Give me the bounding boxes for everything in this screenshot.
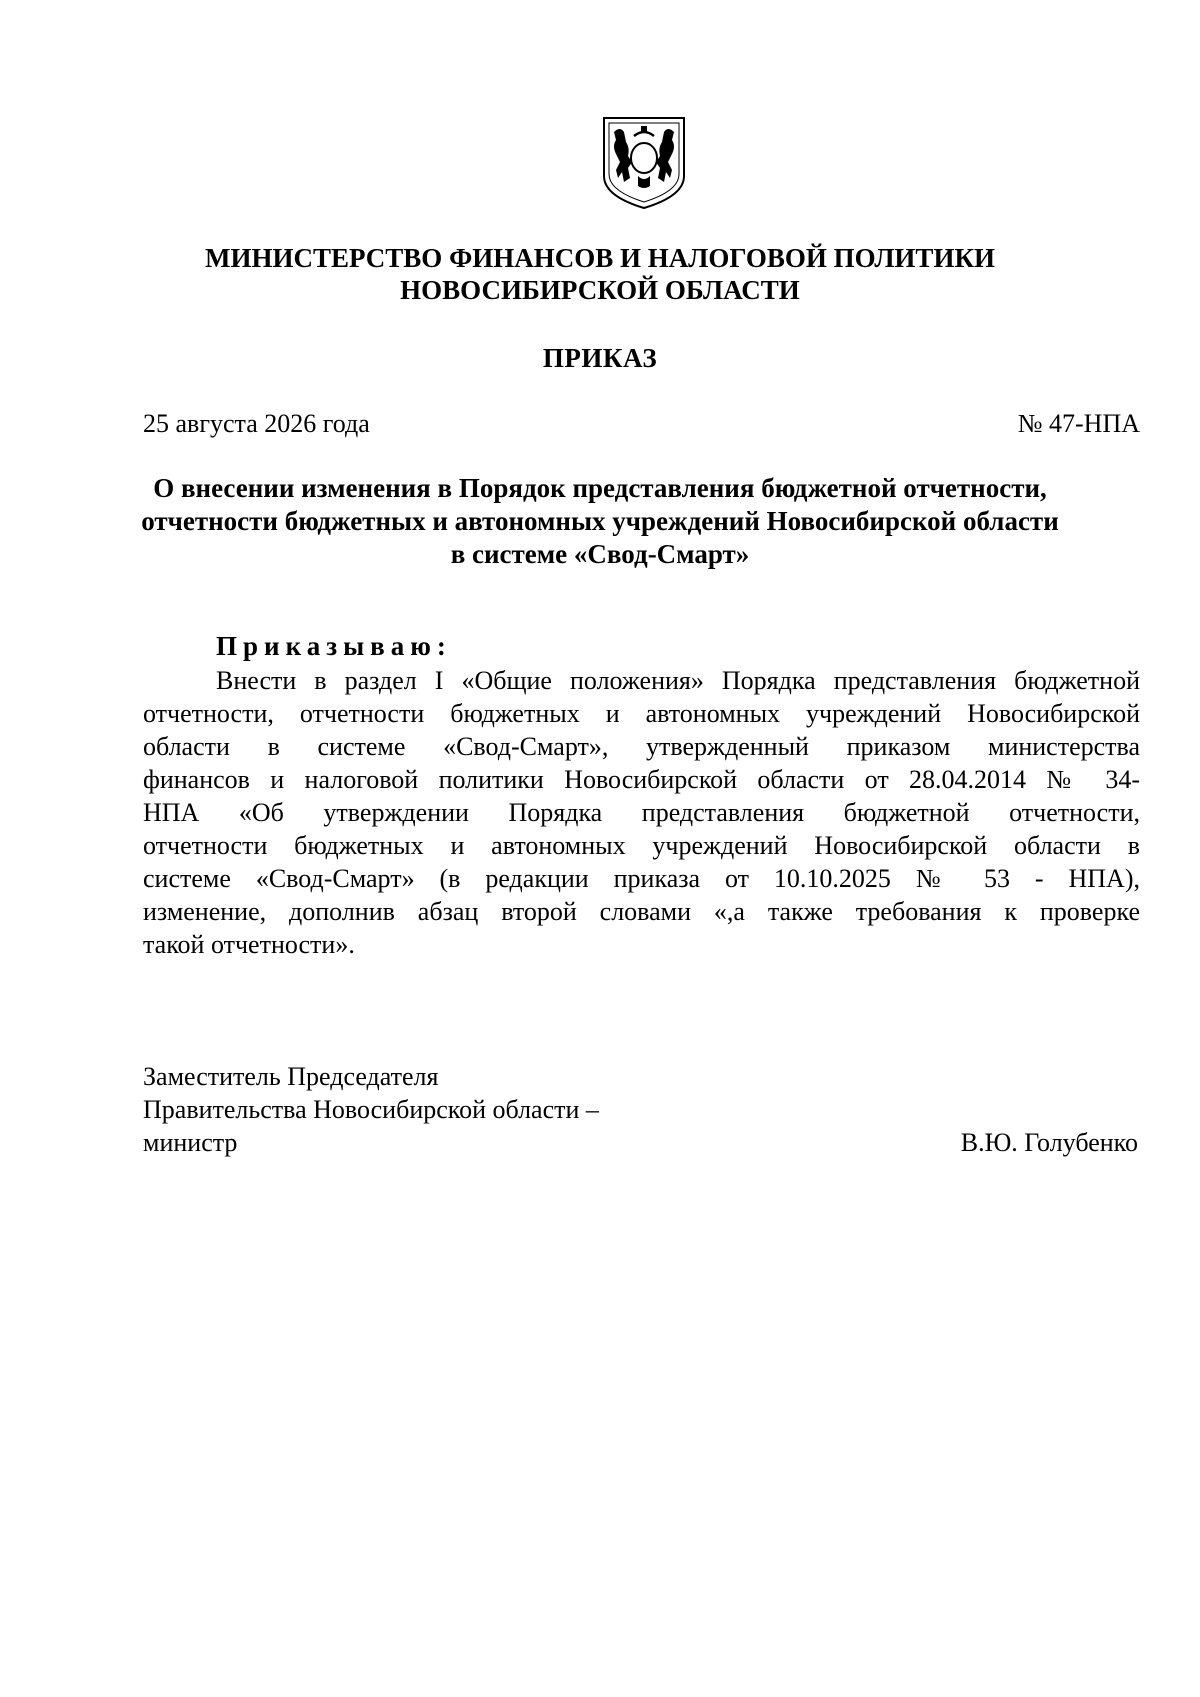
body-line: отчетности бюджетных и автономных учреждений Новосибирской области в — [143, 831, 1140, 860]
subject-line: О внесении изменения в Порядок представления бюджетной отчетности, — [153, 473, 1047, 503]
document-type: ПРИКАЗ — [542, 343, 658, 373]
ordering-heading: Приказываю: — [216, 631, 452, 661]
body-line: изменение, дополнив абзац второй словами «,а также требования к проверке — [143, 897, 1140, 926]
signatory-position — [143, 1060, 599, 1159]
document-number: № 47-НПА — [1017, 409, 1140, 438]
ministry-name-line-1: МИНИСТЕРСТВО ФИНАНСОВ И НАЛОГОВОЙ ПОЛИТИКИ — [204, 243, 996, 273]
body-line: НПА «Об утверждении Порядка представления бюджетной отчетности, — [143, 798, 1140, 827]
ministry-name-line-2: НОВОСИБИРСКОЙ ОБЛАСТИ — [400, 275, 800, 305]
body-line: системе «Свод-Смарт» (в редакции приказа от 10.10.2025 № 53 - НПА), — [143, 864, 1140, 893]
body-line: области в системе «Свод-Смарт», утвержденный приказом министерства — [143, 732, 1140, 761]
document-subject — [100, 472, 1100, 571]
body-line: отчетности, отчетности бюджетных и автономных учреждений Новосибирской — [143, 699, 1140, 728]
body-line: Внести в раздел I «Общие положения» Порядка представления бюджетной — [216, 666, 1140, 695]
body-line: финансов и налоговой политики Новосибирской области от 28.04.2014 № 34- — [143, 765, 1140, 794]
document-date: 25 августа 2026 года — [143, 409, 370, 438]
subject-line: отчетности бюджетных и автономных учреждений Новосибирской области — [141, 506, 1059, 536]
coat-of-arms-icon — [598, 112, 690, 212]
order-body — [143, 664, 1140, 961]
body-line: такой отчетности». — [143, 930, 355, 959]
signatory-name: В.Ю. Голубенко — [960, 1128, 1138, 1157]
subject-line: в системе «Свод-Смарт» — [450, 539, 750, 569]
position-line: Заместитель Председателя — [143, 1062, 439, 1091]
position-line: министр — [143, 1128, 238, 1157]
position-line: Правительства Новосибирской области – — [143, 1095, 599, 1124]
